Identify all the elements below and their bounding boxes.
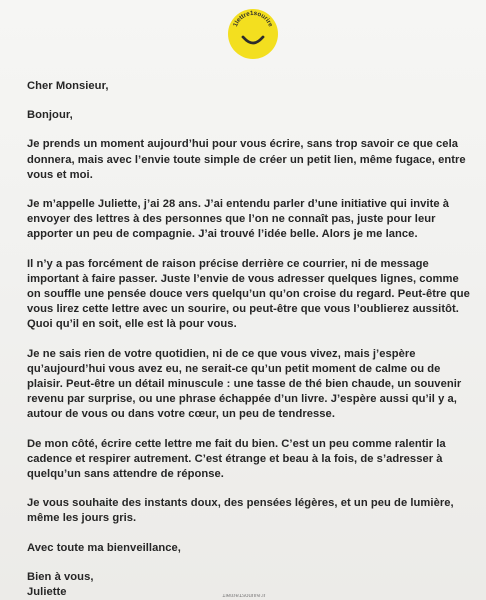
salutation: Bonjour, [27, 109, 73, 122]
smiley-logo-icon [226, 7, 280, 61]
paragraph-3: Il n’y a pas forcément de raison précise derrière ce courrier, ni de message important à faire passer. Juste l’envie de vous adresser quelques lignes, comme on souffle une pensée douce vers quelqu’un qu’on croise du regard. Peut-être que vous lirez cette lettre avec un sourire, ou peut-être que vous l’oublierez aussitôt. Quoi qu’il en soit, elle est là pour vous. [27, 257, 470, 331]
letter-content [27, 79, 471, 600]
greeting: Cher Monsieur, [27, 80, 109, 92]
paragraph-4: Je ne sais rien de votre quotidien, ni de ce que vous vivez, mais j’espère qu’aujourd’hui vous avez eu, ne serait-ce qu’un petit moment de calme ou de plaisir. Peut-être un détail minuscule : une tasse de thé bien chaude, un souvenir revenu par surprise, ou une phrase échappée d’un livre. J’espère aussi qu’il y a, autour de vous ou dans votre cœur, un peu de tendresse. [27, 347, 462, 421]
paragraph-2: Je m’appelle Juliette, j’ai 28 ans. J’ai entendu parler d’une initiative qui invite à envoyer des lettres à des personnes que l’on ne connaît pas, juste pour leur apporter un peu de compagnie. J’ai trouvé l’idée belle. Alors je me lance. [27, 198, 450, 241]
closing-line: Avec toute ma bienveillance, [27, 541, 181, 554]
logo-text: 1lettre1sourire [232, 9, 274, 28]
footer-website: 1lettre1sourire.fr [222, 594, 266, 599]
paragraph-5: De mon côté, écrire cette lettre me fait du bien. C’est un peu comme ralentir la cadence et respirer autrement. C’est étrange et beau à la fois, de s’adresser à quelqu’un sans attendre de réponse. [27, 437, 446, 481]
paragraph-6: Je vous souhaite des instants doux, des pensées légères, et un peu de lumière, même les jours gris. [27, 497, 454, 525]
paragraph-1: Je prends un moment aujourd’hui pour vous écrire, sans trop savoir ce que cela donnera, mais avec l’envie toute simple de créer un petit lien, même fugace, entre vous et moi. [27, 138, 466, 181]
sign-off: Bien à vous, [27, 570, 94, 583]
signature-name: Juliette [27, 586, 67, 599]
